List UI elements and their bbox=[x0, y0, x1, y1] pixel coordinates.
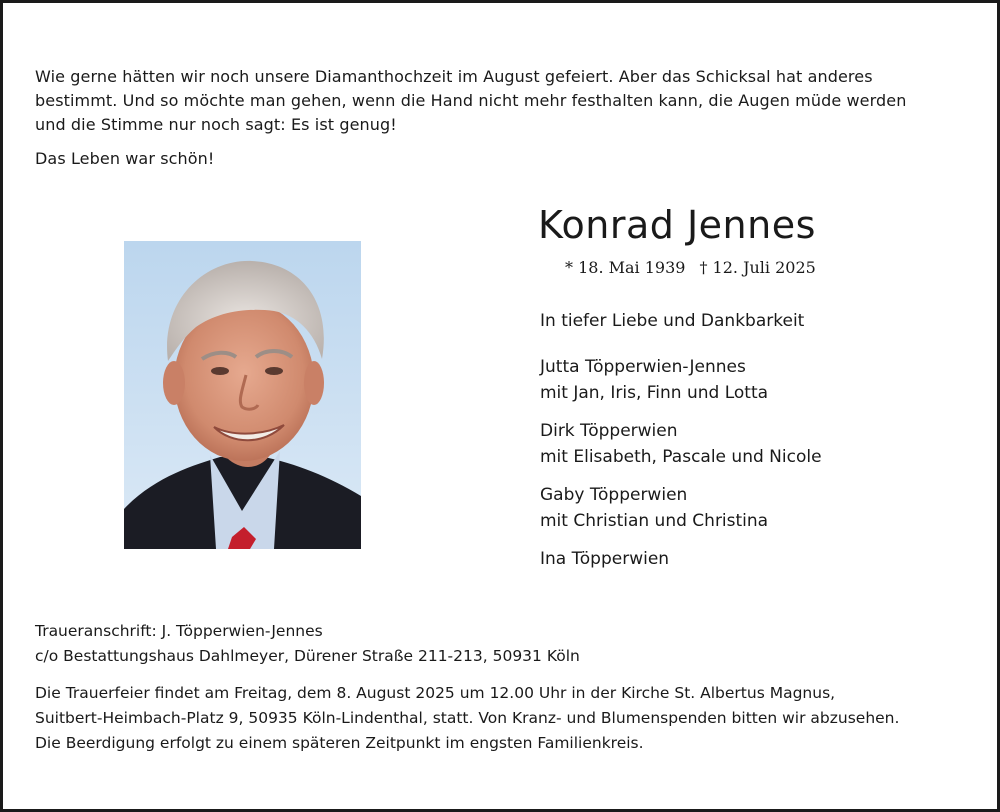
mourner-companions: mit Jan, Iris, Finn und Lotta bbox=[540, 383, 769, 403]
birth-date: * 18. Mai 1939 bbox=[565, 258, 686, 277]
death-date: † 12. Juli 2025 bbox=[699, 258, 816, 277]
address-line: c/o Bestattungshaus Dahlmeyer, Dürener Straße 211-213, 50931 Köln bbox=[35, 647, 580, 665]
mourner-companions: mit Elisabeth, Pascale und Nicole bbox=[540, 447, 822, 467]
mourner-name: Gaby Töpperwien bbox=[540, 485, 688, 505]
mourning-address bbox=[35, 619, 965, 669]
intro-text bbox=[35, 65, 965, 181]
mourner-companions: mit Christian und Christina bbox=[540, 511, 769, 531]
ceremony-line: Die Trauerfeier findet am Freitag, dem 8. August 2025 um 12.00 Uhr in der Kirche St. Albertus Magnus, bbox=[35, 684, 836, 702]
address-line: Traueranschrift: J. Töpperwien-Jennes bbox=[35, 622, 323, 640]
mourner-family bbox=[540, 354, 960, 406]
mourner-name: Ina Töpperwien bbox=[540, 549, 670, 569]
ceremony-info bbox=[35, 681, 975, 756]
mourners-section bbox=[540, 308, 960, 584]
intro-paragraph bbox=[35, 65, 965, 137]
intro-line: bestimmt. Und so möchte man gehen, wenn die Hand nicht mehr festhalten kann, die Augen müde werden bbox=[35, 91, 907, 110]
intro-line: und die Stimme nur noch sagt: Es ist genug! bbox=[35, 115, 397, 134]
ceremony-line: Suitbert-Heimbach-Platz 9, 50935 Köln-Lindenthal, statt. Von Kranz- und Blumenspenden bitten wir abzusehen. bbox=[35, 709, 900, 727]
deceased-name: Konrad Jennes bbox=[538, 203, 816, 247]
mourner-family bbox=[540, 546, 960, 572]
mourner-family bbox=[540, 418, 960, 470]
portrait-photo bbox=[124, 241, 361, 549]
mourner-name: Jutta Töpperwien-Jennes bbox=[540, 357, 746, 377]
intro-line: Wie gerne hätten wir noch unsere Diamanthochzeit im August gefeiert. Aber das Schicksal hat anderes bbox=[35, 67, 873, 86]
portrait-image bbox=[124, 241, 361, 549]
tagline: In tiefer Liebe und Dankbarkeit bbox=[540, 311, 805, 331]
mourner-family bbox=[540, 482, 960, 534]
intro-closing: Das Leben war schön! bbox=[35, 149, 215, 168]
ceremony-line: Die Beerdigung erfolgt zu einem späteren Zeitpunkt im engsten Familienkreis. bbox=[35, 734, 644, 752]
mourner-name: Dirk Töpperwien bbox=[540, 421, 678, 441]
life-dates bbox=[565, 256, 816, 280]
